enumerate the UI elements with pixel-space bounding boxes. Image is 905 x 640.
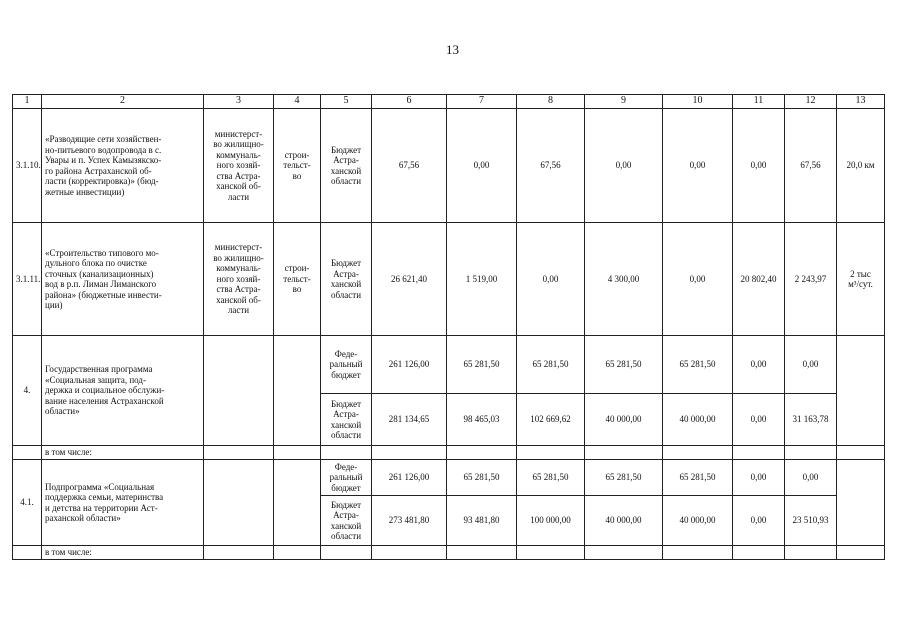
value-cell: 102 669,62 [517, 394, 585, 446]
value-cell: 0,00 [733, 496, 785, 546]
column-header: 8 [517, 95, 585, 109]
row-type [274, 336, 321, 446]
column-header: 11 [733, 95, 785, 109]
including-label: в том числе: [42, 546, 204, 560]
row-name: «Строительство типового мо- дульного блока по очистке сточных (канализационных) вод в р.п. Лиман Лиманского района» (бюджетные инвести- ции) [42, 223, 204, 336]
value-cell: 40 000,00 [585, 394, 663, 446]
column-header: 4 [274, 95, 321, 109]
row-source: Бюджет Астра- ханской области [321, 394, 372, 446]
value-cell: 98 465,03 [447, 394, 517, 446]
value-cell: 65 281,50 [447, 460, 517, 496]
table-row [13, 223, 885, 336]
row-executor [204, 460, 274, 546]
value-cell: 65 281,50 [663, 460, 733, 496]
value-cell: 0,00 [733, 460, 785, 496]
value-cell: 281 134,65 [372, 394, 447, 446]
budget-table [12, 94, 885, 560]
value-cell: 261 126,00 [372, 336, 447, 394]
value-cell: 40 000,00 [585, 496, 663, 546]
row-type: строи- тельст- во [274, 109, 321, 223]
value-cell: 67,56 [372, 109, 447, 223]
value-cell: 0,00 [733, 336, 785, 394]
value-cell: 0,00 [585, 109, 663, 223]
value-cell: 65 281,50 [663, 336, 733, 394]
column-header: 10 [663, 95, 733, 109]
row-name: Государственная программа «Социальная защита, под- держка и социальное обслужи- вание населения Астраханской области» [42, 336, 204, 446]
row-source: Бюджет Астра- ханской области [321, 109, 372, 223]
value-cell: 67,56 [785, 109, 837, 223]
column-header: 9 [585, 95, 663, 109]
row-indicator [837, 336, 885, 446]
value-cell: 40 000,00 [663, 496, 733, 546]
column-header: 1 [13, 95, 42, 109]
column-header: 12 [785, 95, 837, 109]
value-cell: 4 300,00 [585, 223, 663, 336]
row-number: 3.1.10. [13, 109, 42, 223]
row-indicator: 2 тыс м³/сут. [837, 223, 885, 336]
column-header: 13 [837, 95, 885, 109]
table-row [13, 460, 885, 496]
row-executor: министерст- во жилищно- коммуналь- ного хозяй- ства Астра- ханской об- ласти [204, 109, 274, 223]
value-cell: 0,00 [447, 109, 517, 223]
page-number: 13 [446, 42, 459, 57]
row-source: Бюджет Астра- ханской области [321, 223, 372, 336]
value-cell: 65 281,50 [447, 336, 517, 394]
value-cell: 261 126,00 [372, 460, 447, 496]
column-header: 2 [42, 95, 204, 109]
row-executor: министерст- во жилищно- коммуналь- ного хозяй- ства Астра- ханской об- ласти [204, 223, 274, 336]
table-row [13, 446, 885, 460]
value-cell: 0,00 [733, 394, 785, 446]
row-source: Бюджет Астра- ханской области [321, 496, 372, 546]
row-type: строи- тельст- во [274, 223, 321, 336]
value-cell: 26 621,40 [372, 223, 447, 336]
row-name: «Разводящие сети хозяйствен- но-питьевого водопровода в с. Увары и п. Успех Камызякско- го района Астраханской об- ласти (корректировка)» (бюд- жетные инвестиции) [42, 109, 204, 223]
value-cell: 273 481,80 [372, 496, 447, 546]
row-number: 4. [13, 336, 42, 446]
row-executor [204, 336, 274, 446]
row-number: 3.1.11. [13, 223, 42, 336]
column-header: 6 [372, 95, 447, 109]
table-row [13, 546, 885, 560]
row-indicator: 20,0 км [837, 109, 885, 223]
value-cell: 100 000,00 [517, 496, 585, 546]
value-cell: 0,00 [517, 223, 585, 336]
row-name: Подпрограмма «Социальная поддержка семьи, материнства и детства на территории Аст- раханской области» [42, 460, 204, 546]
value-cell: 0,00 [785, 460, 837, 496]
value-cell: 65 281,50 [517, 460, 585, 496]
column-header: 7 [447, 95, 517, 109]
value-cell: 0,00 [663, 223, 733, 336]
value-cell: 67,56 [517, 109, 585, 223]
column-number-row [13, 95, 885, 109]
value-cell: 40 000,00 [663, 394, 733, 446]
value-cell: 93 481,80 [447, 496, 517, 546]
including-label: в том числе: [42, 446, 204, 460]
value-cell: 0,00 [785, 336, 837, 394]
value-cell: 2 243,97 [785, 223, 837, 336]
value-cell: 20 802,40 [733, 223, 785, 336]
column-header: 3 [204, 95, 274, 109]
column-header: 5 [321, 95, 372, 109]
row-source: Феде- ральный бюджет [321, 336, 372, 394]
value-cell: 0,00 [663, 109, 733, 223]
row-type [274, 460, 321, 546]
value-cell: 31 163,78 [785, 394, 837, 446]
table-row [13, 336, 885, 394]
value-cell: 1 519,00 [447, 223, 517, 336]
value-cell: 65 281,50 [517, 336, 585, 394]
value-cell: 0,00 [733, 109, 785, 223]
row-source: Феде- ральный бюджет [321, 460, 372, 496]
value-cell: 65 281,50 [585, 460, 663, 496]
value-cell: 23 510,93 [785, 496, 837, 546]
row-number: 4.1. [13, 460, 42, 546]
row-indicator [837, 460, 885, 546]
table-row [13, 109, 885, 223]
value-cell: 65 281,50 [585, 336, 663, 394]
